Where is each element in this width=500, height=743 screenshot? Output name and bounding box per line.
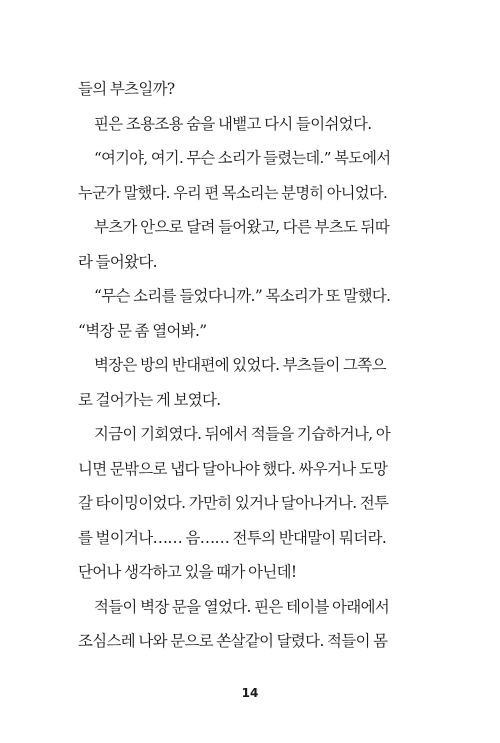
text-line-5: 부츠가 안으로 달려 들어왔고, 다른 부츠도 뒤따 [94,218,390,236]
body-text [78,72,390,659]
text-line-2: 핀은 조용조용 숨을 내뱉고 다시 들이쉬었다. [94,114,372,133]
text-line-12: 니면 문밖으로 냅다 달아나야 했다. 싸우거나 도망 [78,459,388,478]
text-line-16: 적들이 벽장 문을 열었다. 핀은 테이블 아래에서 [94,597,390,616]
text-line-6: 라 들어왔다. [78,252,157,271]
text-line-10: 로 걸어가는 게 보였다. [78,390,221,409]
page-number: 14 [241,686,259,700]
text-line-11: 지금이 기회였다. 뒤에서 적들을 기습하거나, 아 [94,425,391,443]
text-line-13: 갈 타이밍이었다. 가만히 있거나 달아나거나. 전투 [78,494,389,512]
text-line-9: 벽장은 방의 반대편에 있었다. 부츠들이 그쪽으 [94,356,386,374]
text-line-17: 조심스레 나와 문으로 쏜살같이 달렸다. 적들이 몸 [78,632,388,650]
text-line-4: 누군가 말했다. 우리 편 목소리는 분명히 아니었다. [78,183,388,202]
text-line-15: 단어나 생각하고 있을 때가 아닌데! [78,563,297,581]
text-line-8: “벽장 문 좀 열어봐.” [78,321,207,340]
text-line-1: 들의 부츠일까? [78,80,175,98]
text-line-7: “무슨 소리를 들었다니까.” 목소리가 또 말했다. [94,287,391,305]
text-line-14: 를 벌이거나…… 음…… 전투의 반대말이 뭐더라. [78,528,387,547]
text-line-3: “여기야, 여기. 무슨 소리가 들렸는데.” 복도에서 [94,149,391,167]
